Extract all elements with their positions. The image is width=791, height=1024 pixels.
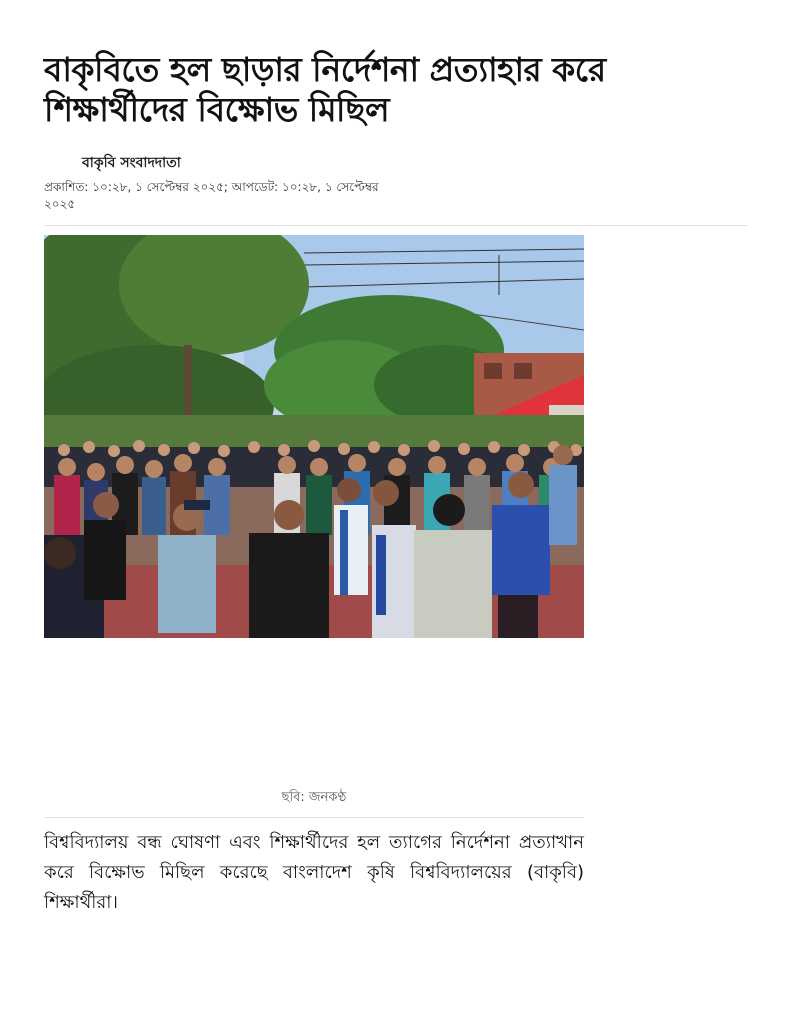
author-avatar <box>44 152 72 174</box>
article-headline: বাকৃবিতে হল ছাড়ার নির্দেশনা প্রত্যাহার করে শিক্ষার্থীদের বিক্ষোভ মিছিল <box>44 50 606 129</box>
article <box>44 50 748 936</box>
photo-caption: ছবি: জনকণ্ঠ <box>281 790 347 805</box>
protest-photo-illustration <box>44 235 584 638</box>
caption-divider <box>44 817 584 818</box>
article-lead-paragraph: বিশ্ববিদ্যালয় বন্ধ ঘোষণা এবং শিক্ষার্থীদের হল ত্যাগের নির্দেশনা প্রত্যাখান করে বিক্ষোভ মিছিল করেছে বাংলাদেশ কৃষি বিশ্ববিদ্যালয়ের (বাকৃবি) শিক্ষার্থীরা। <box>44 832 584 913</box>
header-divider <box>44 225 748 226</box>
author-name[interactable]: বাকৃবি সংবাদদাতা <box>82 155 181 171</box>
photo-spacer <box>44 638 584 788</box>
publish-meta: প্রকাশিত: ১০:২৮, ১ সেপ্টেম্বর ২০২৫; আপডেট: ১০:২৮, ১ সেপ্টেম্বর ২০২৫ <box>44 180 379 211</box>
article-figure <box>44 235 584 818</box>
byline <box>44 152 748 174</box>
article-photo[interactable] <box>44 235 584 638</box>
